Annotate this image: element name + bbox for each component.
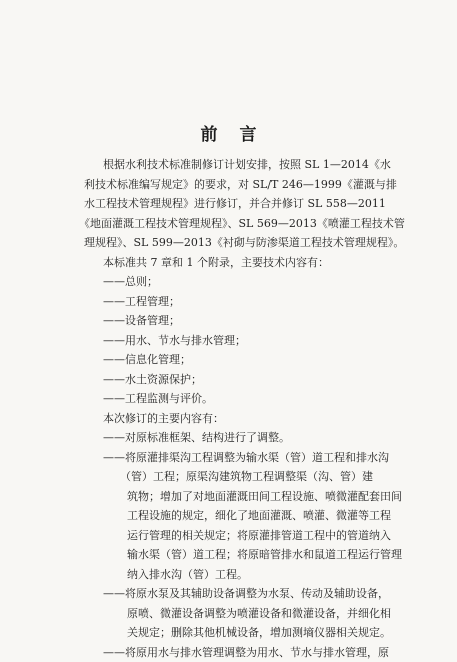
- list-item-2: ——工程管理；: [103, 294, 180, 308]
- text-line-14: 本次修订的主要内容有：: [103, 411, 224, 425]
- text-line-extra-3: ——将原用水与排水管理调整为用水、节水与排水管理，原: [103, 645, 389, 659]
- list-item-4: ——用水、节水与排水管理；: [103, 333, 246, 347]
- list-item-1: ——总则；: [103, 275, 158, 288]
- list-item-3: ——设备管理；: [103, 314, 180, 327]
- revision-item-2-cont-4: 运行管理的相关规定；将原灌排管道工程中的管道纳入: [127, 528, 391, 542]
- revision-item-2-cont-3: 工程设施的规定，细化了地面灌溉、喷灌、微灌等工程: [127, 509, 391, 522]
- text-line-6: 本标准共 7 章和 1 个附录，主要技术内容有：: [103, 255, 329, 269]
- revision-item-2-cont-5: 输水渠（管）道工程；将原暗管排水和鼠道工程运行管理: [127, 548, 402, 561]
- list-item-6: ——水土资源保护；: [103, 372, 202, 386]
- page-title: 前言: [200, 125, 279, 145]
- text-line-3: 水工程技术管理规程》进行修订，并合并修订 SL 558—2011: [84, 197, 386, 210]
- revision-item-3: ——将原水泵及其辅助设备调整为水泵、传动及辅助设备，: [103, 587, 389, 600]
- text-line-4: 《地面灌溉工程技术管理规程》、SL 569—2013《喷灌工程技术管: [79, 216, 405, 230]
- revision-item-1: ——对原标准框架、结构进行了调整。: [103, 431, 290, 444]
- text-line-1: 根据水利技术标准制修订计划安排，按照 SL 1—2014《水: [103, 158, 391, 171]
- list-item-7: ——工程监测与评价。: [103, 392, 213, 405]
- text-line-extra-2: 关规定；删除其他机械设备，增加测墒仪器相关规定。: [127, 626, 391, 639]
- list-item-5: ——信息化管理；: [103, 353, 191, 366]
- text-line-2: 利技术标准编写规定》的要求，对 SL/T 246—1999《灌溉与排: [84, 177, 397, 191]
- text-line-5: 理规程》、SL 599—2013《衬砌与防渗渠道工程技术管理规程》。: [84, 236, 405, 249]
- revision-item-2-cont-1: （管）工程；原渠沟建筑物工程调整渠（沟、管）建: [120, 470, 373, 483]
- text-line-extra-1: 原喷、微灌设备调整为喷灌设备和微灌设备，并细化相: [127, 606, 391, 620]
- revision-item-2-cont-2: 筑物；增加了对地面灌溉田间工程设施、喷微灌配套田间: [127, 489, 402, 503]
- revision-item-2-cont-6: 纳入排水沟（管）工程。: [127, 567, 248, 581]
- revision-item-2: ——将原灌排渠沟工程调整为输水渠（管）道工程和排水沟: [103, 450, 389, 464]
